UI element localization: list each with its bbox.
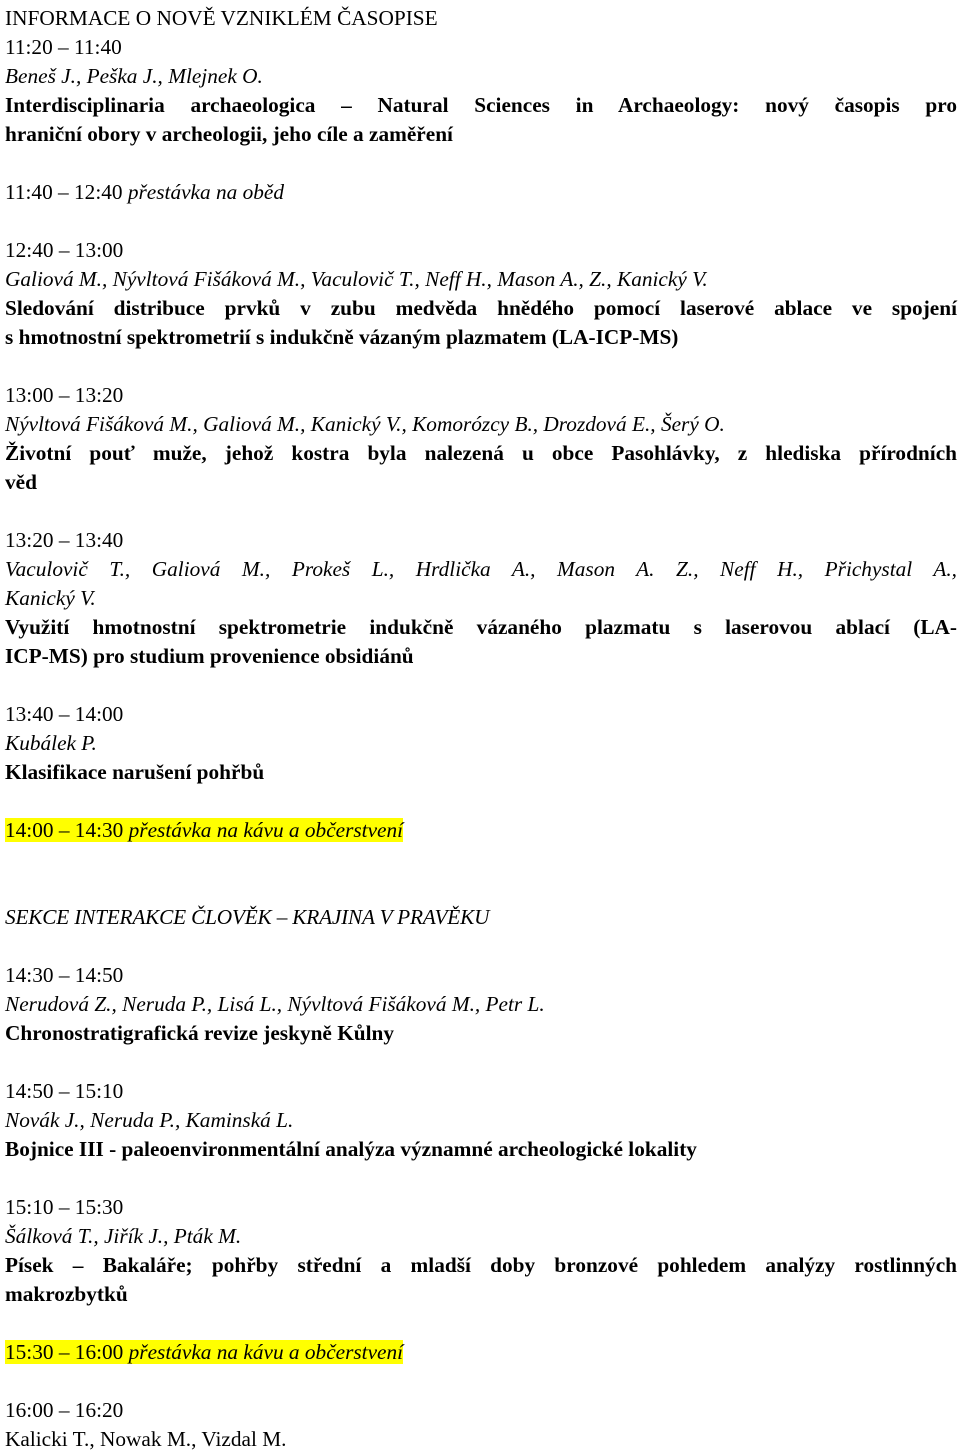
spacer: [5, 1309, 957, 1338]
program-document: [5, 4, 957, 1454]
spacer: [5, 1048, 957, 1077]
talk-6-time: 14:30 – 14:50: [5, 963, 124, 987]
talk-2-title-line-1: Sledování distribuce prvků v zubu medvěda hnědého pomocí laserové ablace ve spojení: [5, 296, 957, 320]
talk-6-authors: Nerudová Z., Neruda P., Lisá L., Nývltová Fišáková M., Petr L.: [5, 992, 545, 1016]
talk-9-authors: Kalicki T., Nowak M., Vizdal M.: [5, 1427, 287, 1451]
talk-8-title-line-1: Písek – Bakaláře; pohřby střední a mladší doby bronzové pohledem analýzy rostlinných: [5, 1253, 957, 1277]
talk-4-authors-line-1: Vaculovič T., Galiová M., Prokeš L., Hrdlička A., Mason A. Z., Neff H., Přichystal A.,: [5, 557, 957, 581]
spacer: [5, 352, 957, 381]
spacer: [5, 874, 957, 903]
coffee-break-1: [5, 816, 957, 845]
spacer: [5, 1164, 957, 1193]
lunch-break-label: přestávka na oběd: [127, 180, 284, 204]
talk-1-title-line-1: Interdisciplinaria archaeologica – Natural Sciences in Archaeology: nový časopis pro: [5, 93, 957, 117]
talk-4-title-line-1: Využití hmotnostní spektrometrie indukčně vázaného plazmatu s laserovou ablací (LA-: [5, 615, 957, 639]
spacer: [5, 497, 957, 526]
spacer: [5, 207, 957, 236]
spacer: [5, 1367, 957, 1396]
talk-4-title-line-2: ICP-MS) pro studium provenience obsidiánů: [5, 644, 414, 668]
spacer: [5, 671, 957, 700]
info-heading: INFORMACE O NOVĚ VZNIKLÉM ČASOPISE: [5, 6, 438, 30]
talk-5-title: Klasifikace narušení pohřbů: [5, 760, 265, 784]
spacer: [5, 787, 957, 816]
talk-3-time: 13:00 – 13:20: [5, 383, 124, 407]
spacer: [5, 932, 957, 961]
talk-2-authors: Galiová M., Nývltová Fišáková M., Vaculovič T., Neff H., Mason A., Z., Kanický V.: [5, 267, 708, 291]
spacer: [5, 845, 957, 874]
talk-3-authors: Nývltová Fišáková M., Galiová M., Kanický V., Komorózcy B., Drozdová E., Šerý O.: [5, 412, 725, 436]
talk-6-title: Chronostratigrafická revize jeskyně Kůlny: [5, 1021, 395, 1045]
coffee-break-1-time: 14:00 – 14:30: [5, 818, 124, 842]
talk-3-title-line-2: věd: [5, 470, 37, 494]
coffee-break-2-label: přestávka na kávu a občerstvení: [128, 1340, 404, 1364]
talk-1-time: 11:20 – 11:40: [5, 35, 122, 59]
talk-2-time: 12:40 – 13:00: [5, 238, 124, 262]
talk-3-title-line-1: Životní pouť muže, jehož kostra byla nalezená u obce Pasohlávky, z hlediska přírodních: [5, 441, 957, 465]
spacer: [5, 149, 957, 178]
talk-8-authors: Šálková T., Jiřík J., Pták M.: [5, 1224, 242, 1248]
talk-1-title-line-2: hraniční obory v archeologii, jeho cíle a zaměření: [5, 122, 453, 146]
lunch-break: [5, 178, 957, 207]
coffee-break-2: [5, 1338, 957, 1367]
talk-5-time: 13:40 – 14:00: [5, 702, 124, 726]
coffee-break-1-label: přestávka na kávu a občerstvení: [128, 818, 404, 842]
section-heading: SEKCE INTERAKCE ČLOVĚK – KRAJINA V PRAVĚKU: [5, 905, 490, 929]
talk-8-time: 15:10 – 15:30: [5, 1195, 124, 1219]
lunch-break-time: 11:40 – 12:40: [5, 180, 123, 204]
talk-4-time: 13:20 – 13:40: [5, 528, 124, 552]
coffee-break-2-time: 15:30 – 16:00: [5, 1340, 124, 1364]
talk-4-authors-line-2: Kanický V.: [5, 586, 96, 610]
talk-9-time: 16:00 – 16:20: [5, 1398, 124, 1422]
talk-7-time: 14:50 – 15:10: [5, 1079, 124, 1103]
talk-1-authors: Beneš J., Peška J., Mlejnek O.: [5, 64, 263, 88]
talk-7-title: Bojnice III - paleoenvironmentální analýza významné archeologické lokality: [5, 1137, 697, 1161]
talk-2-title-line-2: s hmotnostní spektrometrií s indukčně vázaným plazmatem (LA-ICP-MS): [5, 325, 679, 349]
talk-7-authors: Novák J., Neruda P., Kaminská L.: [5, 1108, 294, 1132]
talk-5-authors: Kubálek P.: [5, 731, 97, 755]
talk-8-title-line-2: makrozbytků: [5, 1282, 128, 1306]
